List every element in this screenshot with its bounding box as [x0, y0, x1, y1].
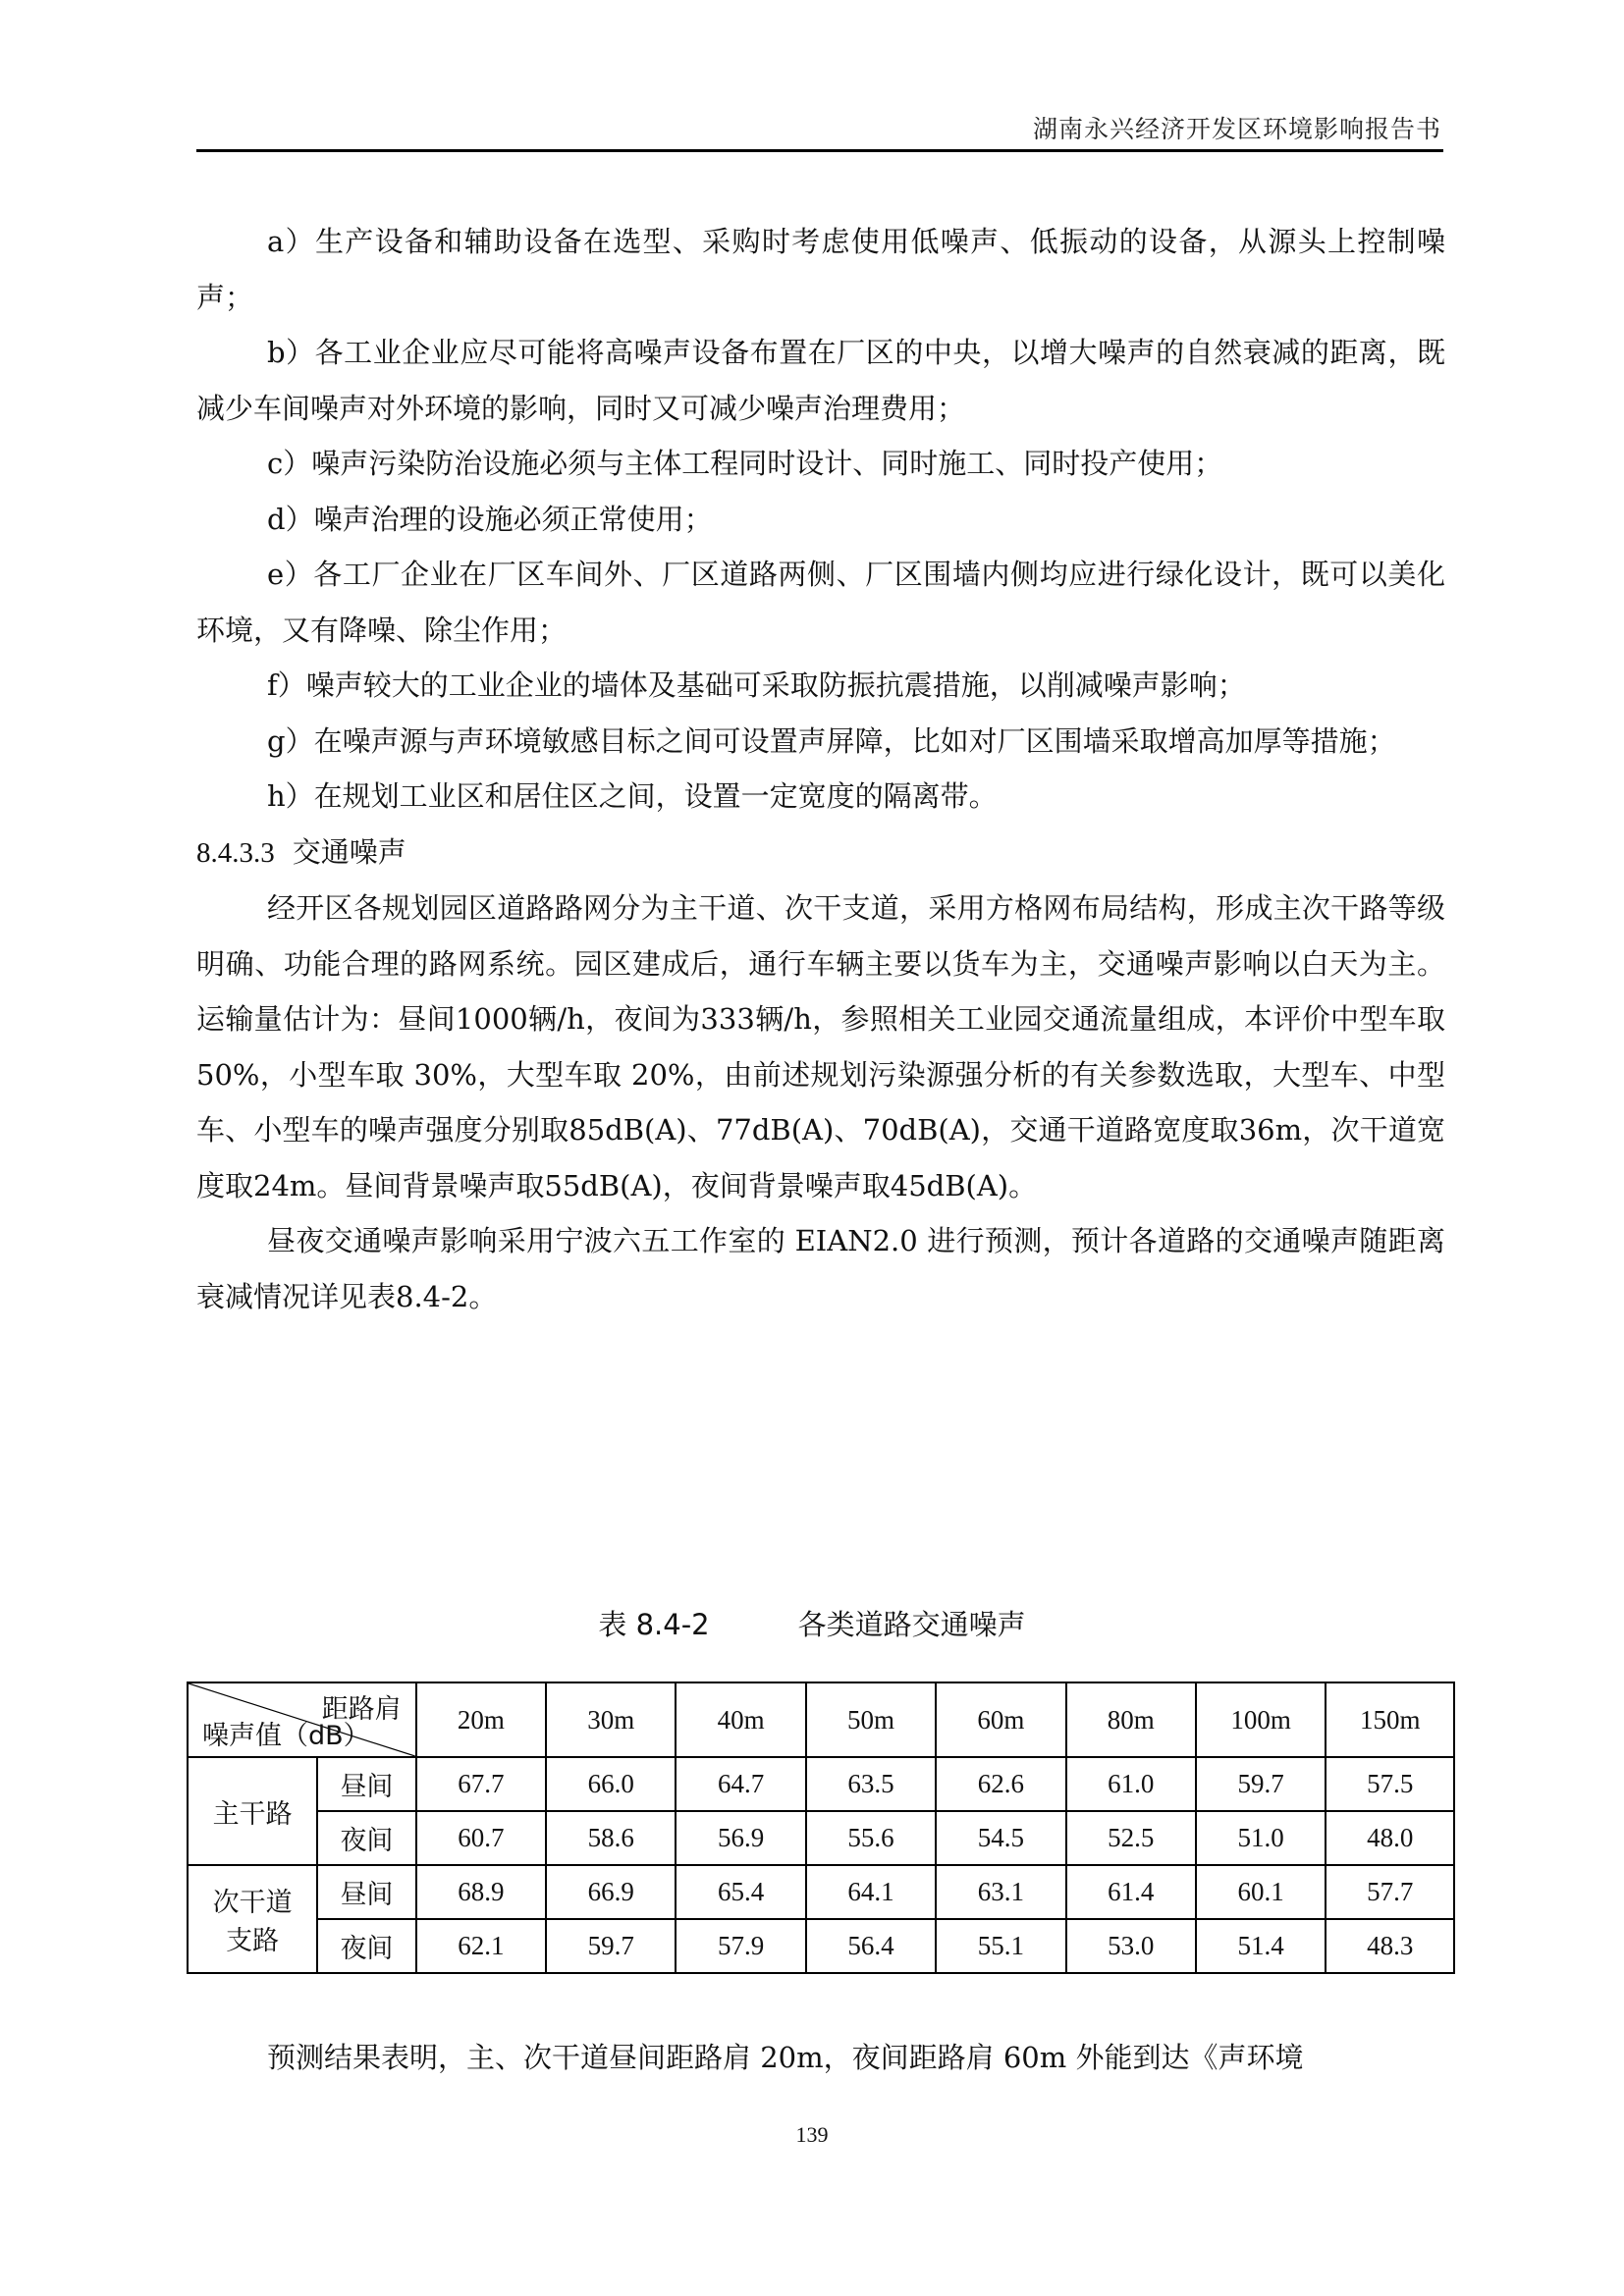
value-cell: 51.4: [1196, 1919, 1326, 1973]
measure-item-f: f）噪声较大的工业企业的墙体及基础可采取防振抗震措施，以削减噪声影响；: [267, 668, 1246, 702]
column-header: 80m: [1066, 1682, 1196, 1757]
road-type-line: 支路: [226, 1926, 280, 1956]
header-divider: [196, 149, 1443, 152]
column-header: 30m: [546, 1682, 676, 1757]
value-cell: 48.3: [1326, 1919, 1454, 1973]
value-cell: 54.5: [936, 1811, 1065, 1865]
value-cell: 57.7: [1326, 1865, 1454, 1919]
measure-item-e: e）各工厂企业在厂区车间外、厂区道路两侧、厂区围墙内侧均应进行绿化设计，既可以美化环境，又有降噪、除尘作用；: [196, 558, 1445, 647]
value-cell: 64.1: [806, 1865, 936, 1919]
road-type-cell: 主干路: [188, 1757, 317, 1865]
column-header: 150m: [1326, 1682, 1454, 1757]
value-cell: 67.7: [416, 1757, 546, 1811]
value-cell: 62.1: [416, 1919, 546, 1973]
period-cell: 夜间: [317, 1919, 415, 1973]
table-header-row: [188, 1682, 1454, 1757]
period-cell: 夜间: [317, 1811, 415, 1865]
period-cell: 昼间: [317, 1865, 415, 1919]
table-row: [188, 1757, 1454, 1811]
value-cell: 60.7: [416, 1811, 546, 1865]
value-cell: 48.0: [1326, 1811, 1454, 1865]
table-number: 表 8.4-2: [598, 1608, 710, 1641]
conclusion-text: 预测结果表明，主、次干道昼间距路肩 20m，夜间距路肩 60m 外能到达《声环境: [267, 2041, 1304, 2074]
traffic-noise-table: [187, 1682, 1455, 1974]
value-cell: 57.5: [1326, 1757, 1454, 1811]
measure-item-b: b）各工业企业应尽可能将高噪声设备布置在厂区的中央，以增大噪声的自然衰减的距离，既减少车间噪声对外环境的影响，同时又可减少噪声治理费用；: [196, 336, 1445, 425]
value-cell: 59.7: [546, 1919, 676, 1973]
value-cell: 61.4: [1066, 1865, 1196, 1919]
column-header: 40m: [676, 1682, 805, 1757]
conclusion-paragraph: [196, 2030, 1445, 2085]
section-number: 8.4.3.3: [196, 836, 275, 869]
measure-item-d: d）噪声治理的设施必须正常使用；: [267, 502, 713, 536]
value-cell: 65.4: [676, 1865, 805, 1919]
table-row: [188, 1919, 1454, 1973]
value-cell: 55.1: [936, 1919, 1065, 1973]
measure-item-a: a）生产设备和辅助设备在选型、采购时考虑使用低噪声、低振动的设备，从源头上控制噪声；: [196, 225, 1445, 314]
value-cell: 63.1: [936, 1865, 1065, 1919]
measure-item-g: g）在噪声源与声环境敏感目标之间可设置声屏障，比如对厂区围墙采取增高加厚等措施；: [267, 723, 1396, 758]
document-title: 湖南永兴经济开发区环境影响报告书: [1032, 115, 1441, 143]
corner-label-distance: 距路肩: [321, 1694, 402, 1725]
section-heading: [196, 825, 1445, 881]
corner-header-cell: [188, 1682, 416, 1757]
value-cell: 62.6: [936, 1757, 1065, 1811]
table-title: 各类道路交通噪声: [797, 1608, 1026, 1641]
period-cell: 昼间: [317, 1757, 415, 1811]
value-cell: 63.5: [806, 1757, 936, 1811]
value-cell: 56.9: [676, 1811, 805, 1865]
value-cell: 58.6: [546, 1811, 676, 1865]
value-cell: 59.7: [1196, 1757, 1326, 1811]
value-cell: 56.4: [806, 1919, 936, 1973]
road-type-line: 次干道: [212, 1888, 293, 1918]
road-type-cell: [188, 1865, 317, 1973]
value-cell: 61.0: [1066, 1757, 1196, 1811]
section-title: 交通噪声: [292, 834, 406, 869]
value-cell: 57.9: [676, 1919, 805, 1973]
column-header: 50m: [806, 1682, 936, 1757]
column-header: 100m: [1196, 1682, 1326, 1757]
body-text: [196, 214, 1445, 1324]
traffic-paragraph: 经开区各规划园区道路路网分为主干道、次干支道，采用方格网布局结构，形成主次干路等级明确、功能合理的路网系统。园区建成后，通行车辆主要以货车为主，交通噪声影响以白天为主。运输量估计为：昼间1000辆/h，夜间为333辆/h，参照相关工业园交通流量组成，本评价中型车取 50%，小型车取 30%，大型车取 20%，由前述规划污染源强分析的有关参数选取，大型车、中型车、小型车的噪声强度分别取85dB(A)、77dB(A)、70dB(A)，交通干道路宽度取36m，次干道宽度取24m。昼间背景噪声取55dB(A)，夜间背景噪声取45dB(A)。: [196, 891, 1445, 1202]
value-cell: 53.0: [1066, 1919, 1196, 1973]
prediction-paragraph: 昼夜交通噪声影响采用宁波六五工作室的 EIAN2.0 进行预测，预计各道路的交通噪声随距离衰减情况详见表8.4-2。: [196, 1224, 1445, 1313]
value-cell: 52.5: [1066, 1811, 1196, 1865]
value-cell: 60.1: [1196, 1865, 1326, 1919]
value-cell: 64.7: [676, 1757, 805, 1811]
value-cell: 66.9: [546, 1865, 676, 1919]
measure-item-h: h）在规划工业区和居住区之间，设置一定宽度的隔离带。: [267, 779, 998, 813]
table-row: [188, 1811, 1454, 1865]
table-row: [188, 1865, 1454, 1919]
value-cell: 51.0: [1196, 1811, 1326, 1865]
column-header: 20m: [416, 1682, 546, 1757]
page-number: 139: [795, 2122, 829, 2147]
measure-item-c: c）噪声污染防治设施必须与主体工程同时设计、同时施工、同时投产使用；: [267, 447, 1223, 480]
table-caption: [0, 1603, 1624, 1643]
column-header: 60m: [936, 1682, 1065, 1757]
corner-label-noise: 噪声值（dB）: [202, 1721, 370, 1751]
value-cell: 55.6: [806, 1811, 936, 1865]
value-cell: 68.9: [416, 1865, 546, 1919]
value-cell: 66.0: [546, 1757, 676, 1811]
